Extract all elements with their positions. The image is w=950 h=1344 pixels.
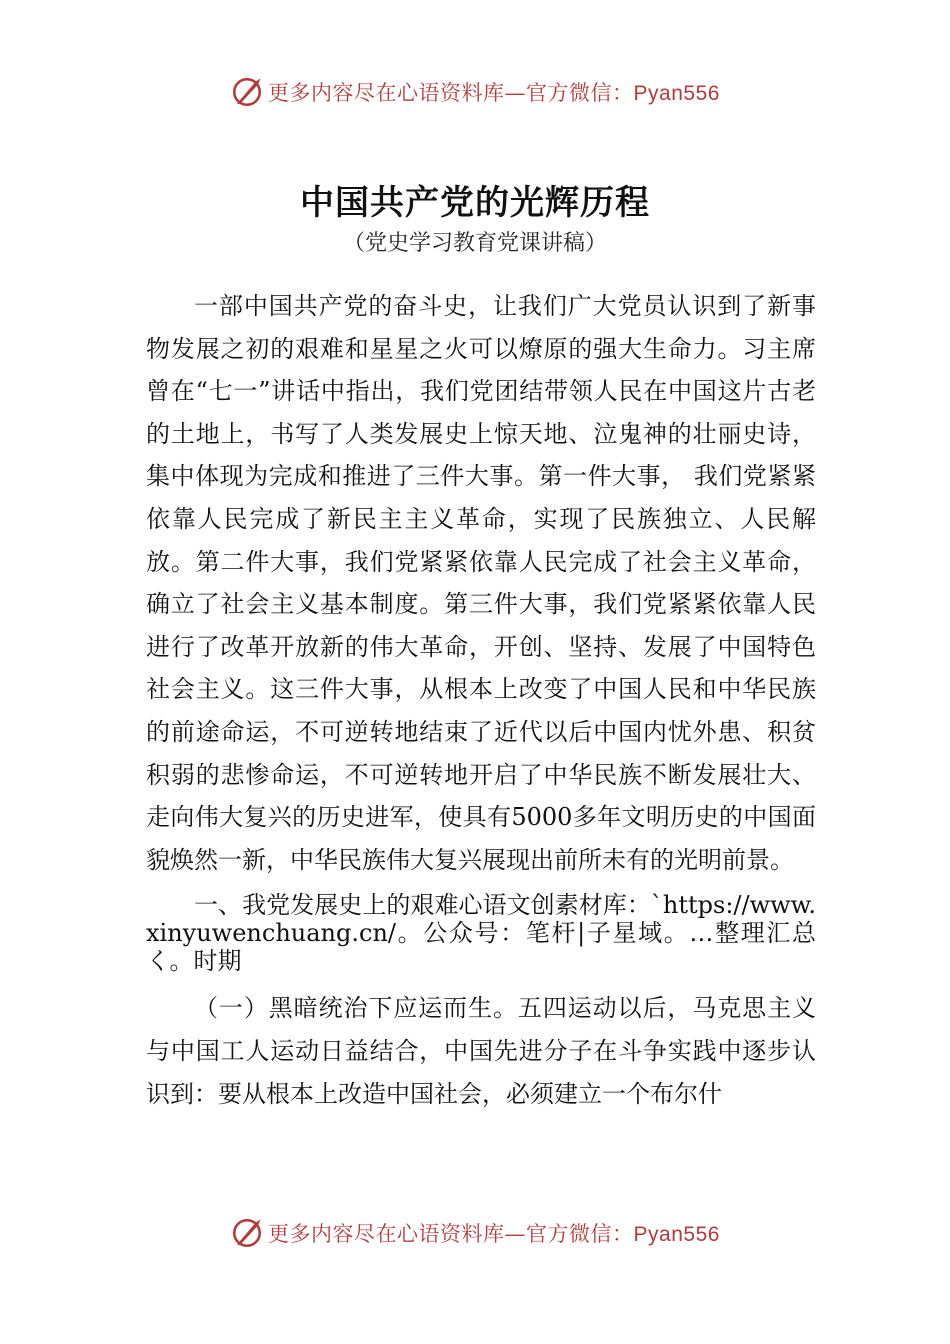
watermark-text: 更多内容尽在心语资料库—官方微信：Pyan556 — [268, 1222, 720, 1246]
section-heading: 一、我党发展史上的艰难心语文创素材库：`https://www.xinyuwenchuang.cn/。公众号：笔杆|子星域。…整理汇总く。时期 — [146, 891, 816, 976]
paragraph-section-1: （一）黑暗统治下应运而生。五四运动以后，马克思主义与中国工人运动日益结合，中国先进分子在斗争实践中逐步认识到：要从根本上改造中国社会，必须建立一个布尔什 — [146, 994, 816, 1108]
document-body — [146, 285, 816, 1115]
paragraph-intro: 一部中国共产党的奋斗史，让我们广大党员认识到了新事物发展之初的艰难和星星之火可以燎原的强大生命力。习主席曾在“七一”讲话中指出，我们党团结带领人民在中国这片古老的土地上，书写了人类发展史上惊天地、泣鬼神的壮丽史诗，集中体现为完成和推进了三件大事。第一件大事， 我们党紧紧依靠人民完成了新民主主义革命，实现了民族独立、人民解放。第二件大事，我们党紧紧依靠人民完成了社会主义革命，确立了社会主义基本制度。第三件大事，我们党紧紧依靠人民进行了改革开放新的伟大革命，开创、坚持、发展了中国特色社会主义。这三件大事，从根本上改变了中国人民和中华民族的前途命运，不可逆转地结束了近代以后中国内忧外患、积贫积弱的悲惨命运，不可逆转地开启了中华民族不断发展壮大、走向伟大复兴的历史进军，使具有5000多年文明历史的中国面貌焕然一新，中华民族伟大复兴展现出前所未有的光明前景。 — [146, 292, 816, 874]
quill-logo-icon — [230, 75, 264, 109]
document-subtitle: （党史学习教育党课讲稿） — [342, 231, 607, 256]
watermark-wechat-id: Pyan556 — [633, 82, 720, 105]
header-watermark — [0, 72, 950, 112]
watermark-wechat-id: Pyan556 — [633, 1223, 720, 1246]
document-title: 中国共产党的光辉历程 — [300, 183, 650, 223]
quill-logo-icon — [230, 1216, 264, 1250]
footer-watermark — [0, 1213, 950, 1253]
watermark-text: 更多内容尽在心语资料库—官方微信：Pyan556 — [268, 81, 720, 105]
